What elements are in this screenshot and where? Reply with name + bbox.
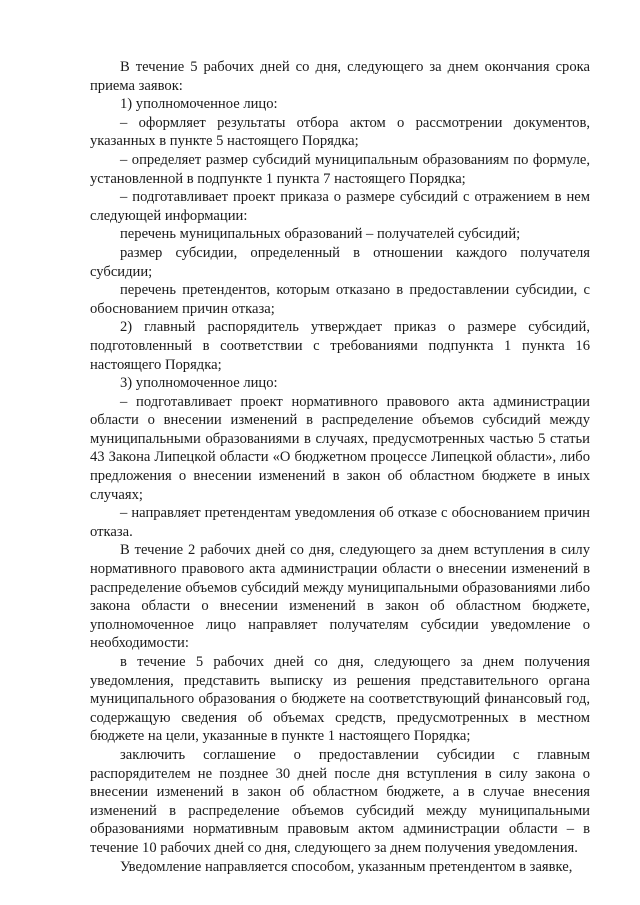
paragraph-item-3-bullet-1: – подготавливает проект нормативного правового акта администрации области о внесении изменений в распределение объемов субсидий между муниципальными образованиями в случаях, предусмотренных частью 5 статьи 43 Закона Липецкой области «О бюджетном процессе Липецкой области», либо предложения о внесении изменений в закон об областном бюджете в иных случаях; bbox=[90, 393, 590, 503]
paragraph-item-1-bullet-1: – оформляет результаты отбора актом о рассмотрении документов, указанных в пункте 5 настоящего Порядка; bbox=[90, 114, 590, 150]
paragraph-notification-deadline: В течение 2 рабочих дней со дня, следующего за днем вступления в силу нормативного правового акта администрации области о внесении изменений в распределение объемов субсидий между муниципальными образованиями либо закона области о внесении изменений в закон об областном бюджете, уполномоченное лицо направляет получателям субсидии уведомление о необходимости: bbox=[90, 542, 590, 652]
paragraph-item-1-bullet-2: – определяет размер субсидий муниципальным образованиям по формуле, установленной в подпункте 1 пункта 7 настоящего Порядка; bbox=[90, 151, 590, 187]
paragraph-item-3-heading: 3) уполномоченное лицо: bbox=[120, 375, 278, 392]
paragraph-info-2: размер субсидии, определенный в отношении каждого получателя субсидии; bbox=[90, 244, 590, 280]
paragraph-item-1-bullet-3: – подготавливает проект приказа о размере субсидий с отражением в нем следующей информации: bbox=[90, 189, 590, 224]
paragraph-item-3-bullet-2: – направляет претендентам уведомления об отказе с обоснованием причин отказа. bbox=[90, 505, 590, 540]
paragraph-notification-method: Уведомление направляется способом, указанным претендентом в заявке, bbox=[120, 858, 573, 875]
paragraph-item-1-heading: 1) уполномоченное лицо: bbox=[120, 96, 278, 113]
paragraph-requirement-1: в течение 5 рабочих дней со дня, следующего за днем получения уведомления, представить выписку из решения представительного органа муниципального образования о бюджете на соответствующий финансовый год, содержащую сведения об объемах средств, предусмотренных в местном бюджете на цели, указанные в пункте 1 настоящего Порядка; bbox=[90, 654, 590, 745]
paragraph-item-2: 2) главный распорядитель утверждает приказ о размере субсидий, подготовленный в соответствии с требованиями подпункта 1 пункта 16 настоящего Порядка; bbox=[90, 319, 590, 373]
document-page bbox=[90, 58, 590, 876]
paragraph-info-3: перечень претендентов, которым отказано в предоставлении субсидии, с обоснованием причин отказа; bbox=[90, 282, 590, 317]
paragraph-requirement-2: заключить соглашение о предоставлении субсидии с главным распорядителем не позднее 30 дней после дня вступления в силу закона о внесении изменений в закон об областном бюджете, а в случае внесения изменений в распределение объемов субсидий между муниципальными образованиями нормативным правовым актом администрации области – в течение 10 рабочих дней со дня, следующего за днем получения уведомления. bbox=[90, 746, 590, 856]
paragraph-intro: В течение 5 рабочих дней со дня, следующего за днем окончания срока приема заявок: bbox=[90, 59, 590, 94]
paragraph-info-1: перечень муниципальных образований – получателей субсидий; bbox=[120, 226, 521, 243]
